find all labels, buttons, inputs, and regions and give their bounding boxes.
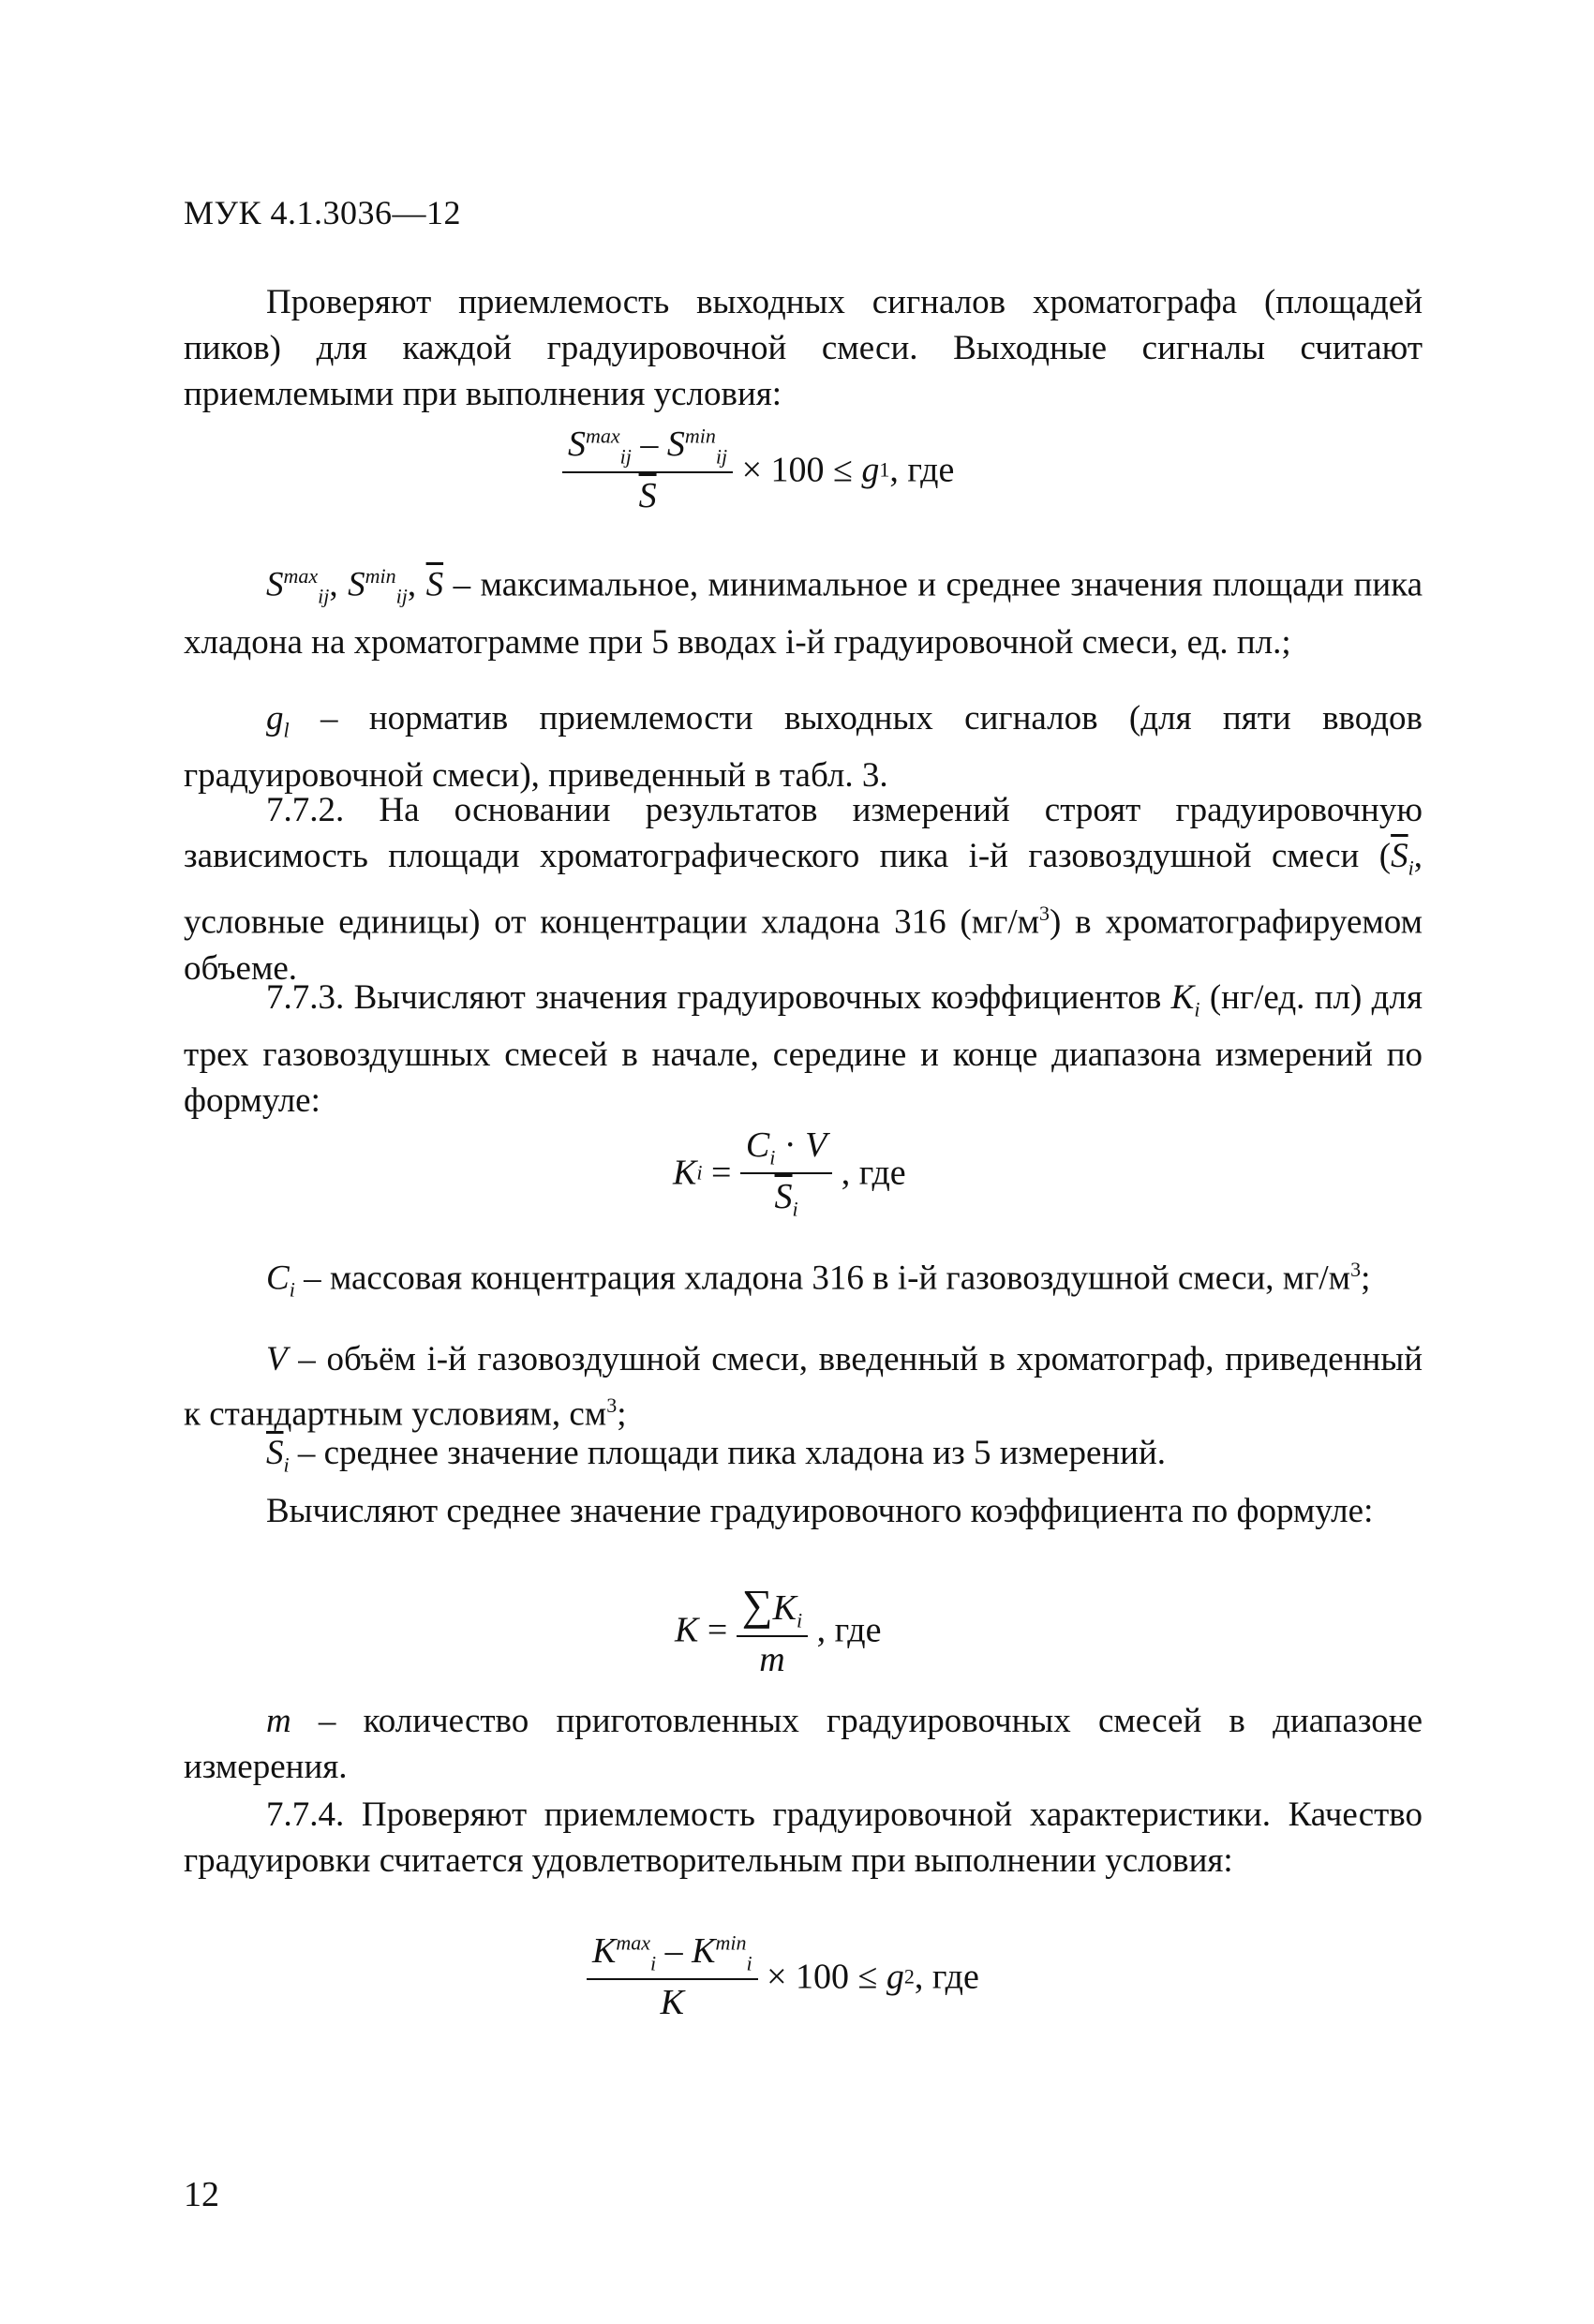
document-header: МУК 4.1.3036—12	[184, 194, 462, 231]
definition-g1: $g_l$ – норматив приемлемости выходных сигналов (для пяти вводов градуировочной смеси), приведенный в табл. 3.	[184, 699, 1423, 796]
fraction: $\frac{C_i \cdot V}{\overline{S}_i}$	[740, 1125, 832, 1221]
formula-coefficient-ki: Ki = $\frac{C_i \cdot V}{\overline{S}_i}$ , где	[673, 1125, 906, 1221]
definition-si: $\overline{S}_i$ – среднее значение площади пика хладона из 5 измерений.	[266, 1434, 1167, 1477]
paragraph-average-coefficient: Вычисляют среднее значение градуировочного коэффициента по формуле:	[266, 1492, 1374, 1530]
paragraph-7-7-2: 7.7.2. На основании результатов измерений строят градуировочную зависимость площади хроматографического пика i-й газовоздушной смеси ($\overline{S}_i$, условные единицы) от концентрации хладона 316 $(мг/м^3)$ в хроматографируемом объеме.	[184, 791, 1423, 988]
page-number: 12	[184, 2175, 219, 2214]
fraction: $\frac{S^{max}_{ij} - S^{min}_{ij}}{S}$	[562, 424, 733, 516]
definition-s-values: $S^{max}_{ij}$, $S^{min}_{ij}$, $\overline{S}$ – максимальное, минимальное и среднее значения площади пика хладона на хроматограмме при 5 вводах i-й градуировочной смеси, ед. пл.;	[184, 564, 1423, 662]
fraction: $\frac{\sum K_i}{m}$	[737, 1580, 808, 1680]
paragraph-signal-acceptability: Проверяют приемлемость выходных сигналов хроматографа (площадей пиков) для каждой градуировочной смеси. Выходные сигналы считают приемлемыми при выполнения условия:	[184, 283, 1423, 413]
definition-m: m – количество приготовленных градуировочных смесей в диапазоне измерения.	[184, 1702, 1423, 1786]
paragraph-7-7-4: 7.7.4. Проверяют приемлемость градуировочной характеристики. Качество градуировки считается удовлетворительным при выполнении условия:	[184, 1795, 1423, 1880]
definition-v: V – объём i-й газовоздушной смеси, введенный в хроматограф, приведенный к стандартным условиям, $см^3$;	[184, 1340, 1423, 1434]
definition-ci: $C_i$ – массовая концентрация хладона 316 в i-й газовоздушной смеси, $мг/м^3$;	[266, 1258, 1371, 1302]
formula-average-k: K = $\frac{\sum K_i}{m}$ , где	[675, 1581, 882, 1679]
formula-signal-acceptability: $\frac{S^{max}_{ij} - S^{min}_{ij}}{S}$ × 100 ≤ g1, где	[562, 424, 954, 516]
formula-calibration-acceptability: $\frac{K^{max}_i - K^{min}_i}{K}$ × 100 ≤ g2, где	[587, 1930, 979, 2023]
fraction: $\frac{K^{max}_i - K^{min}_i}{K}$	[587, 1930, 758, 2023]
paragraph-7-7-3: 7.7.3. Вычисляют значения градуировочных коэффициентов $K_i$ (нг/ед. пл) для трех газовоздушных смесей в начале, середине и конце диапазона измерений по формуле:	[184, 978, 1423, 1121]
